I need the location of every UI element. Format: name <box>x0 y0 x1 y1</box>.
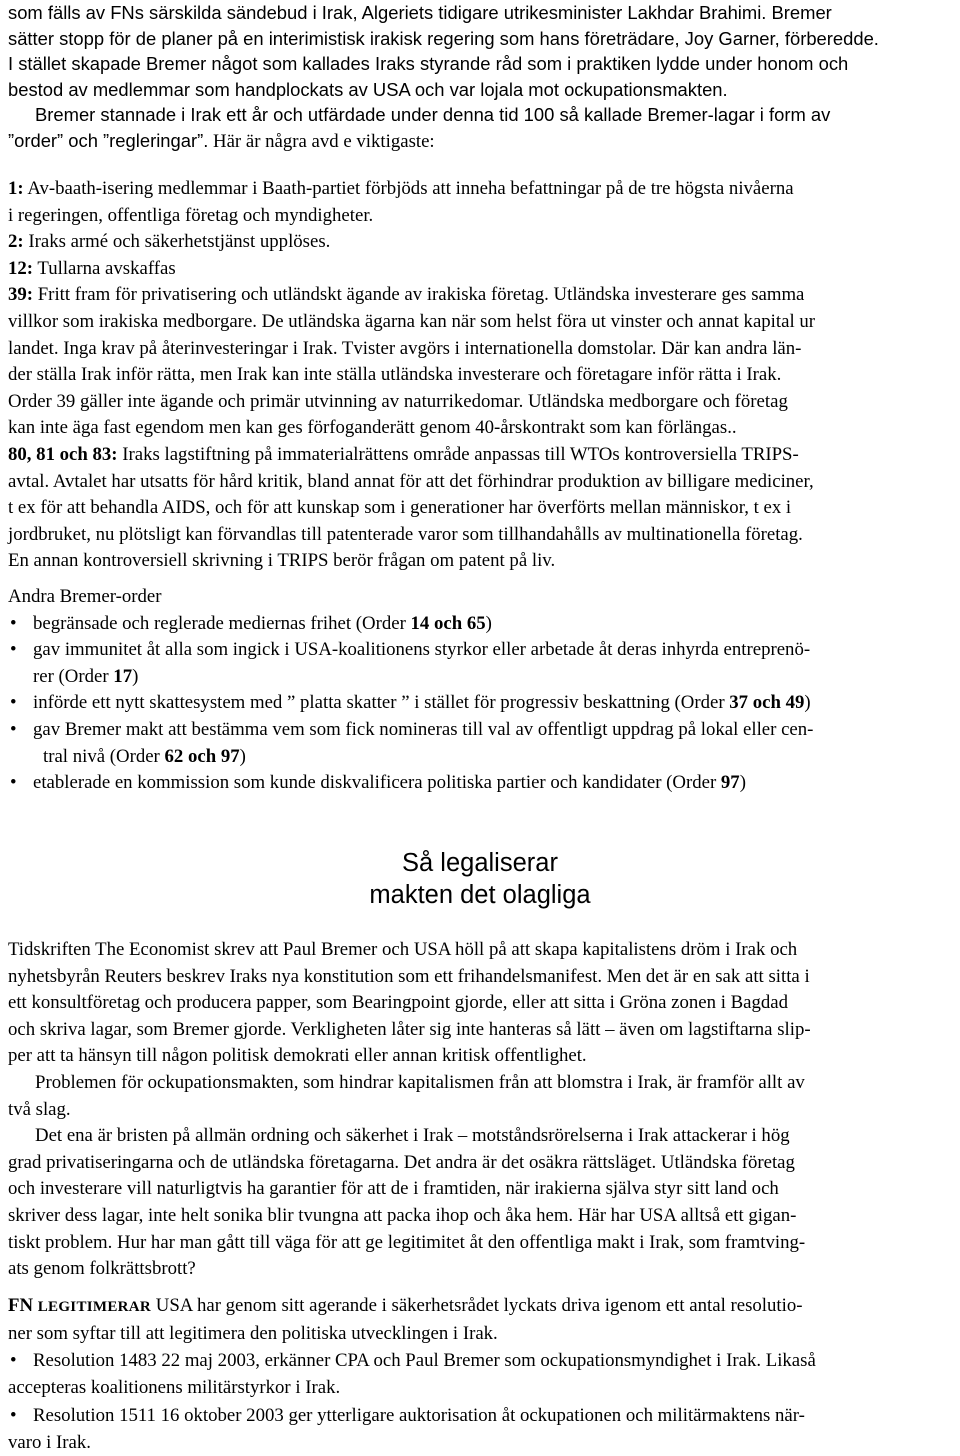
order-number: 1: <box>8 178 24 199</box>
other-orders-heading: Andra Bremer-order <box>8 586 162 607</box>
order-text: Iraks lagstiftning på immaterialrättens område anpassas till WTOs kontroversiella TRIPS- <box>117 443 799 465</box>
text-line: Tidskriften The Economist skrev att Paul Bremer och USA höll på att skapa kapitalistens dröm i Irak och <box>8 939 798 960</box>
text-line: Det ena är bristen på allmän ordning och säkerhet i Irak – motståndsrörelserna i Irak attackerar i hög <box>35 1125 790 1147</box>
order-39 <box>8 282 958 309</box>
order-12 <box>8 256 958 283</box>
text-line: ner som syftar till att legitimera den politiska utvecklingen i Irak. <box>8 1322 498 1344</box>
item-text: etablerade en kommission som kunde diskvalificera politiska partier och kandidater (Order <box>33 772 721 794</box>
bullet-icon: • <box>10 718 17 740</box>
other-order-item <box>8 717 958 744</box>
item-text: 14 och 65 <box>410 612 486 634</box>
text-line: grad privatiseringarna och de utländska företagarna. Det andra är det osäkra rättsläget. Utländska företag <box>8 1151 795 1173</box>
other-order-item <box>8 611 958 638</box>
order-text: Iraks armé och säkerhetstjänst upplöses. <box>23 231 331 253</box>
item-text: 62 och 97 <box>164 745 240 767</box>
text-line: Problemen för ockupationsmakten, som hindrar kapitalismen från att blomstra i Irak, är framför allt av <box>35 1071 805 1093</box>
orders-list <box>8 176 958 575</box>
order-80-81-83 <box>8 442 958 469</box>
intro-paragraph <box>8 0 958 102</box>
item-text: gav Bremer makt att bestämma vem som fick nomineras till val av offentligt uppdrag på lokal eller cen- <box>33 718 814 740</box>
resolution-item <box>8 1348 958 1375</box>
text-line: Order 39 gäller inte ägande och primär utvinning av naturrikedomar. Utländska medborgare och företag <box>8 390 788 412</box>
text-line: två slag. <box>8 1098 71 1120</box>
fn-text: FN <box>8 1295 38 1316</box>
text-line <box>8 128 958 156</box>
order-number: 2: <box>8 231 24 253</box>
item-text: ) <box>804 692 811 714</box>
body-paragraph <box>8 937 958 1070</box>
item-text: ) <box>485 612 492 634</box>
item-text: tral nivå (Order <box>43 745 165 767</box>
resolutions-list <box>8 1348 958 1456</box>
item-continuation <box>8 664 958 691</box>
item-text: gav immunitet åt alla som ingick i USA-koalitionens styrkor eller arbetade åt deras inhyrda entreprenö- <box>33 639 811 661</box>
item-text: ) <box>739 772 746 794</box>
order-text: Av-baath-isering medlemmar i Baath-partiet förbjöds att inneha befattningar på de tre högsta nivåerna <box>23 178 794 199</box>
item-text: rer (Order <box>33 665 114 687</box>
text-line: nyhetsbyrån Reuters beskrev Iraks nya konstitution som ett frihandelsmanifest. Men det är en sak att sitta i <box>8 965 810 987</box>
text-line: bestod av medlemmar som handplockats av USA och var lojala mot ockupationsmakten. <box>8 78 728 100</box>
item-text: införde ett nytt skattesystem med ” platta skatter ” i stället för progressiv beskattning (Order <box>33 692 730 714</box>
order-text: Fritt fram för privatisering och utländskt ägande av irakiska företag. Utländska investerare ges samma <box>33 284 805 306</box>
text-line: t ex för att behandla AIDS, och för att kunskap som i generationer har överförts mellan människor, t ex i <box>8 497 792 519</box>
heading-line: makten det olagliga <box>369 881 591 909</box>
section-heading <box>0 847 960 911</box>
bremer-paragraph <box>8 102 958 155</box>
order-text: Tullarna avskaffas <box>33 257 176 279</box>
text-line: sätter stopp för de planer på en interimistisk irakisk regering som hans företrädare, Joy Garner, förberedde. <box>8 27 879 49</box>
bullet-icon: • <box>10 612 17 634</box>
item-text: 37 och 49 <box>729 692 805 714</box>
fn-label <box>8 1295 151 1316</box>
text-line: per att ta hänsyn till någon politisk demokrati eller annan kritisk offentlighet. <box>8 1045 587 1067</box>
item-text: ) <box>239 745 246 767</box>
legitimerar-text: LEGITIMERAR <box>37 1299 152 1315</box>
fn-paragraph <box>8 1293 958 1347</box>
text-line: landet. Inga krav på återinvesteringar i Irak. Tvister avgörs i internationella domstolar. Där kan andra län- <box>8 337 802 359</box>
item-text: begränsade och reglerade mediernas frihet (Order <box>33 612 411 634</box>
text-line: tiskt problem. Hur har man gått till väga för att ge legitimitet åt den offentliga makt i Irak, som framtving- <box>8 1231 806 1253</box>
text-line: En annan kontroversiell skrivning i TRIPS berör frågan om patent på liv. <box>8 550 556 572</box>
text-line: jordbruket, nu plötsligt kan förvandlas till patenterade varor som tillhandahålls av multinationella företag. <box>8 523 803 545</box>
other-orders-section <box>8 584 958 797</box>
order-number: 12: <box>8 257 34 279</box>
item-text: ) <box>132 665 139 687</box>
bullet-icon: • <box>10 1350 17 1371</box>
text-line: och skriva lagar, som Bremer gjorde. Verkligheten låter sig inte hanteras så lätt – även om lagstiftarna slip- <box>8 1018 811 1040</box>
bullet-icon: • <box>10 772 17 794</box>
text-line: villkor som irakiska medborgare. De utländska ägarna kan när som helst föra ut vinster och annat kapital ur <box>8 310 816 332</box>
heading-line: Så legaliserar <box>402 849 558 877</box>
order-number: 80, 81 och 83: <box>8 443 118 465</box>
body-paragraph <box>8 1070 958 1123</box>
order-1-cont: i regeringen, offentliga företag och myndigheter. <box>8 204 374 226</box>
text-line: som fälls av FNs särskilda sändebud i Irak, Algeriets tidigare utrikesminister Lakhdar Brahimi. Bremer <box>8 2 832 23</box>
item-text: 97 <box>720 772 740 794</box>
text-line: skriver dess lagar, inte helt sonika blir tvungna att packa ihop och åka hem. Här har USA alltså ett gigan- <box>8 1204 797 1226</box>
other-order-item <box>8 690 958 717</box>
text-line: I stället skapade Bremer något som kallades Iraks styrande råd som i praktiken lydde under honom och <box>8 53 849 75</box>
resolution-cont: accepteras koalitionens militärstyrkor i Irak. <box>8 1376 341 1398</box>
text-line: avtal. Avtalet har utsatts för hård kritik, bland annat för att det förhindrar produktion av billigare mediciner, <box>8 470 814 492</box>
other-order-item <box>8 637 958 664</box>
resolution-text: Resolution 1511 16 oktober 2003 ger ytterligare auktorisation åt ockupationen och militärmaktens när- <box>33 1405 805 1427</box>
body-paragraph <box>8 1123 958 1283</box>
item-text: 17 <box>113 665 133 687</box>
fn-line <box>8 1293 958 1321</box>
resolution-text: Resolution 1483 22 maj 2003, erkänner CPA och Paul Bremer som ockupationsmyndighet i Irak. Likaså <box>33 1350 816 1371</box>
text-line: och investerare vill naturligtvis ha garantier för att de i framtiden, när irakierna själva styr sitt land och <box>8 1178 779 1200</box>
other-orders-list <box>8 611 958 797</box>
bullet-icon: • <box>10 639 17 661</box>
text-line: ats genom folkrättsbrott? <box>8 1258 196 1280</box>
text-fragment: USA har genom sitt agerande i säkerhetsrådet lyckats driva igenom ett antal resolutio- <box>151 1295 803 1316</box>
bullet-icon: • <box>10 1405 17 1427</box>
text-fragment: Här är några avd e viktigaste: <box>208 130 435 152</box>
text-line: Bremer stannade i Irak ett år och utfärdade under denna tid 100 så kallade Bremer-lagar i form av <box>35 104 831 125</box>
other-order-item <box>8 770 958 797</box>
resolution-item <box>8 1403 958 1430</box>
bullet-icon: • <box>10 692 17 714</box>
order-number: 39: <box>8 284 34 306</box>
resolution-cont: varo i Irak. <box>8 1431 91 1453</box>
section-body <box>8 937 958 1283</box>
text-line: ett konsultföretag och producera papper, som Bearingpoint gjorde, eller att sitta i Gröna zonen i Bagdad <box>8 992 788 1014</box>
text-fragment: ”order” och ”regleringar”. <box>8 129 209 151</box>
text-line: kan inte äga fast egendom men kan ges förfoganderätt genom 40-årskontrakt som kan förlängas.. <box>8 417 737 439</box>
order-2 <box>8 229 958 256</box>
item-continuation <box>8 744 958 771</box>
text-line: der ställa Irak inför rätta, men Irak kan inte ställa utländska investerare och företagare inför rätta i Irak. <box>8 364 782 386</box>
order-1 <box>8 176 958 203</box>
